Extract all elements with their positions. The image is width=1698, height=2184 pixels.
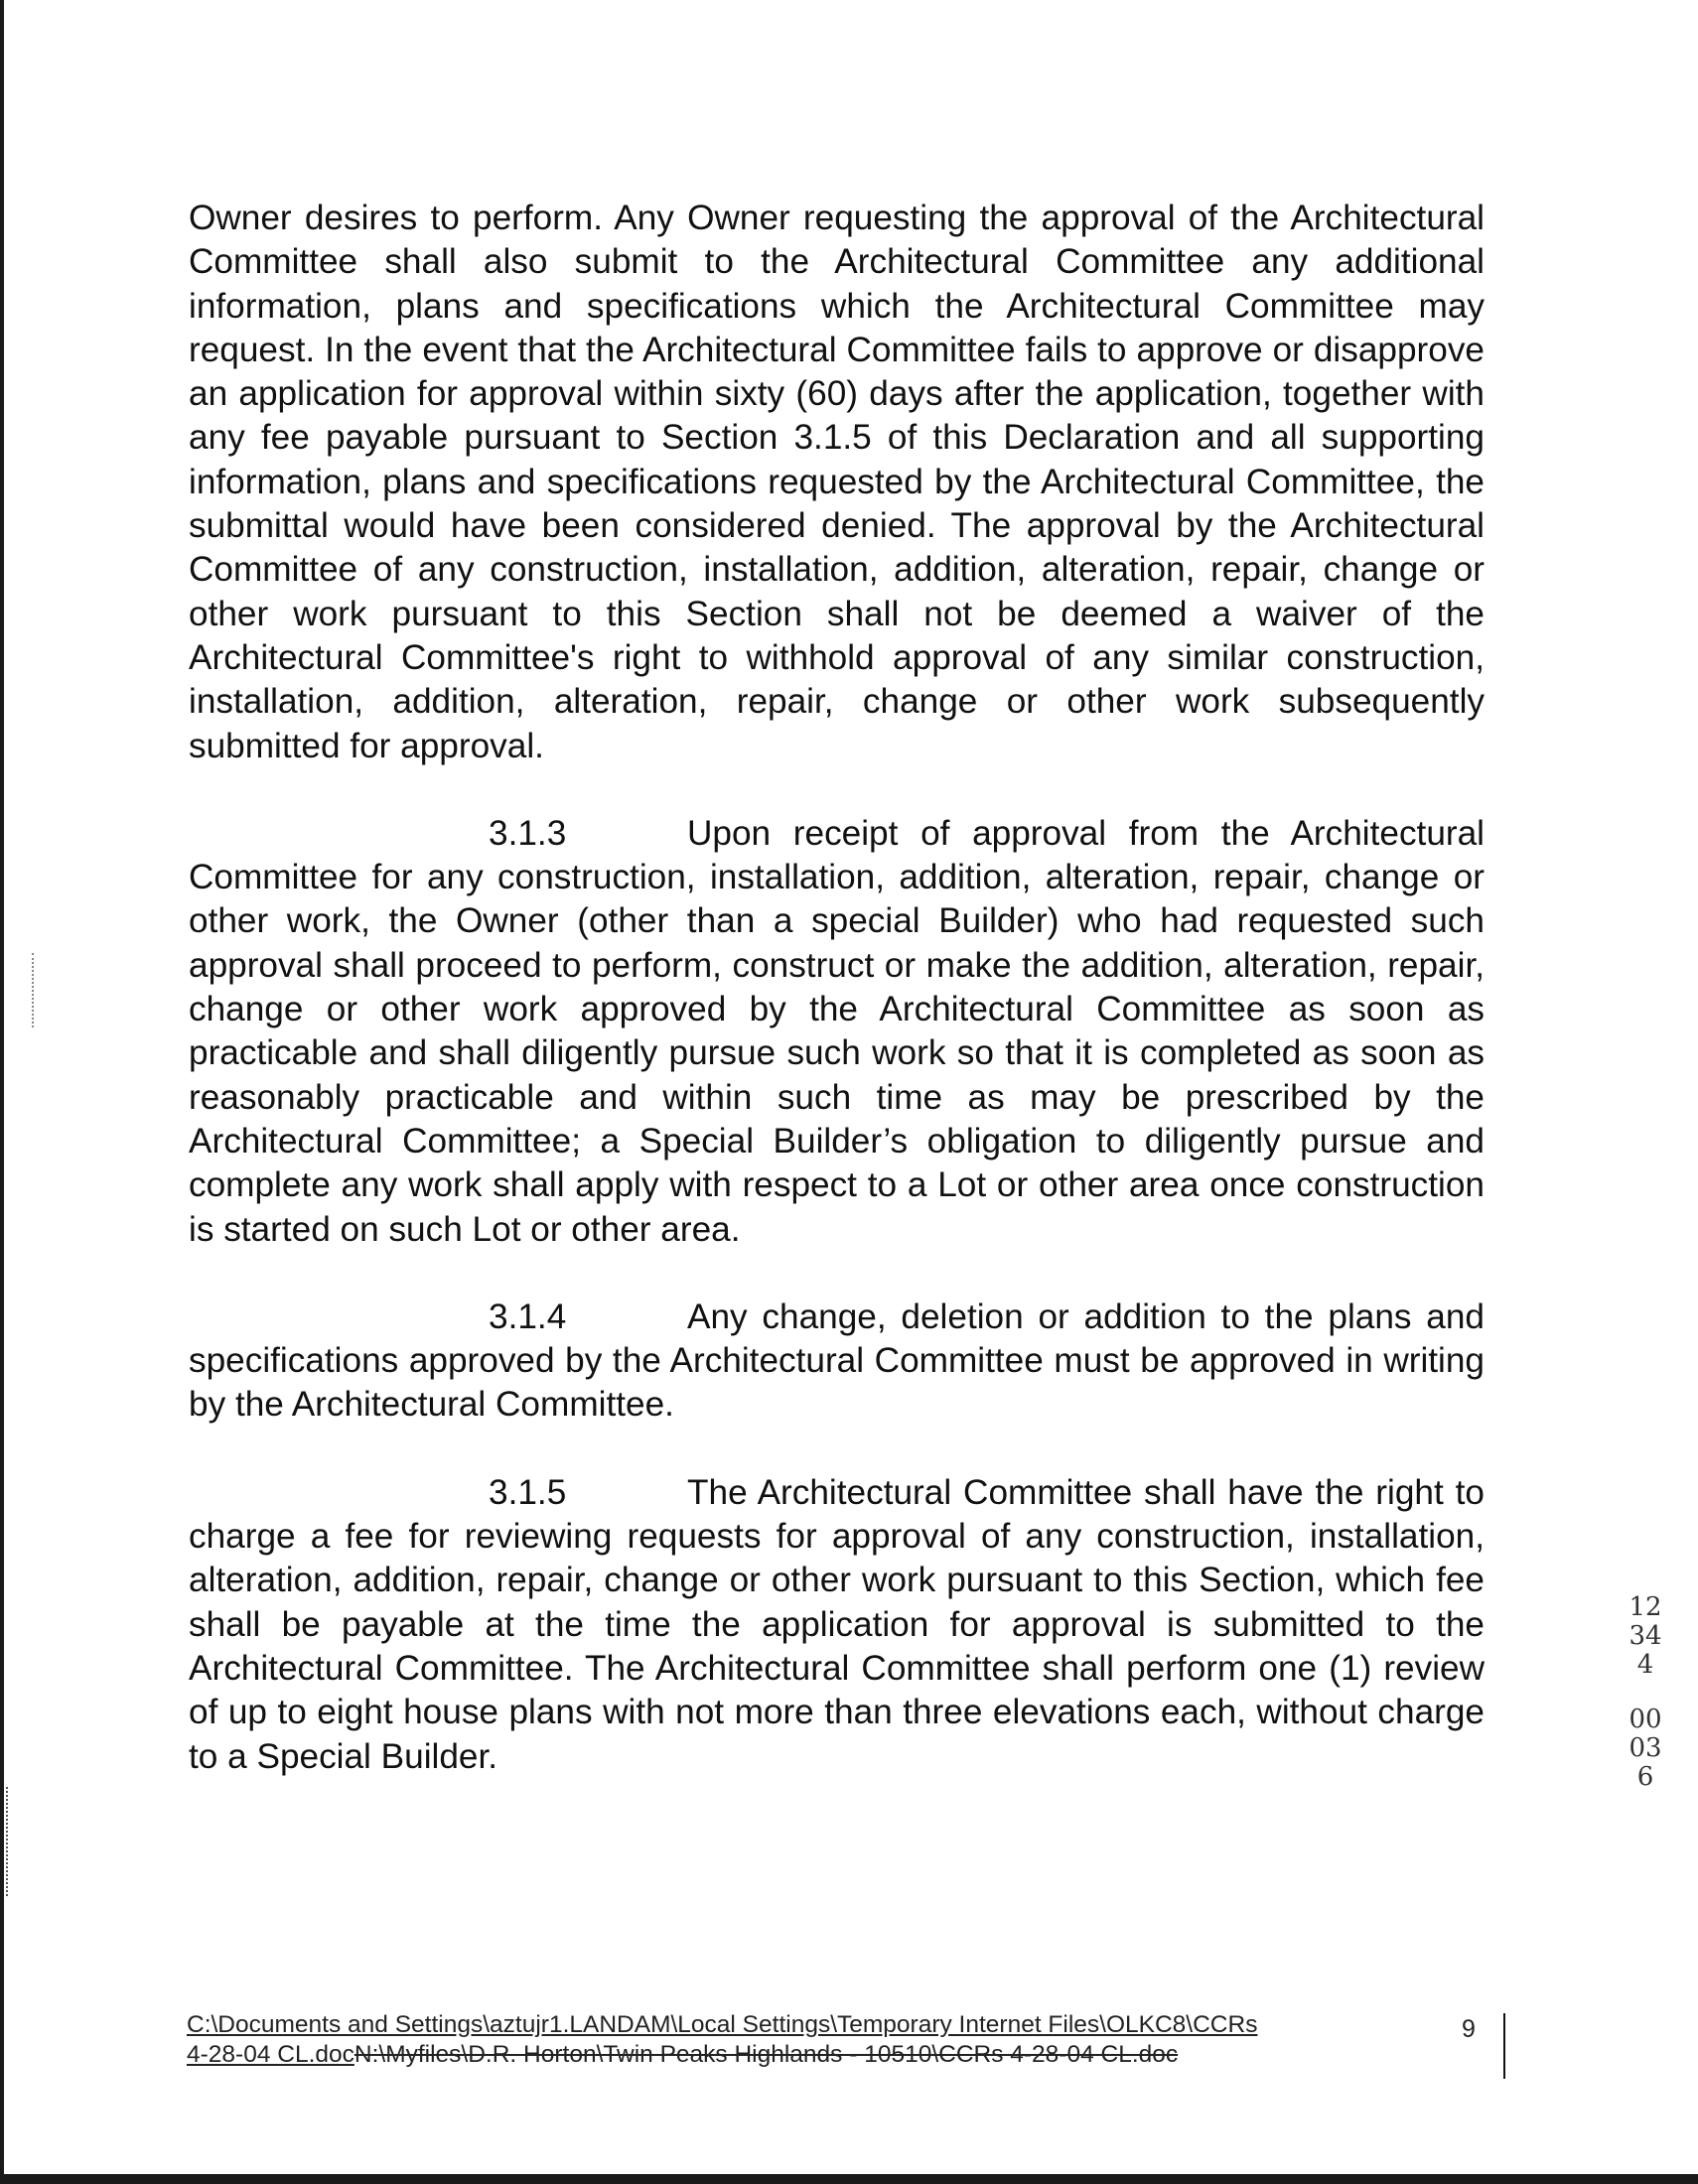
document-body [189,197,1485,1823]
footer-path-doc: 4-28-04 CL.doc [187,2041,354,2068]
intro-paragraph: Owner desires to perform. Any Owner requesting the approval of the Architectural Committee shall also submit to the Architectural Committee any additional information, plans and specifications which the Architectural Committee may request. In the event that the Architectural Committee fails to approve or disapprove an application for approval within sixty (60) days after the application, together with any fee payable pursuant to Section 3.1.5 of this Declaration and all supporting information, plans and specifications requested by the Architectural Committee, the submittal would have been considered denied. The approval by the Architectural Committee of any construction, installation, addition, alteration, repair, change or other work pursuant to this Section shall not be deemed a waiver of the Architectural Committee's right to withhold approval of any similar construction, installation, addition, alteration, repair, change or other work subsequently submitted for approval. [189,199,1485,765]
footer-path-struck: N:\Myfiles\D.R. Horton\Twin Peaks Highlands - 10510\CCRs 4-28-04 CL.doc [354,2041,1179,2068]
footer-path-line1: C:\Documents and Settings\aztujr1.LANDAM\Local Settings\Temporary Internet Files\OLKC8\CCRs [187,2011,1258,2038]
scan-left-edge [0,0,4,2184]
bates-stamp-part2: 00036 [1628,1705,1662,1792]
bates-stamp-part1: 12344 [1628,1592,1662,1680]
page-number: 9 [1462,2015,1476,2043]
section-text: Upon receipt of approval from the Architectural Committee for any construction, installation, addition, alteration, repair, change or other work, the Owner (other than a special Builder) who had requested such approval shall proceed to perform, construct or make the addition, alteration, repair, change or other work approved by the Architectural Committee as soon as practicable and shall diligently pursue such work so that it is completed as soon as reasonably practicable and within such time as may be prescribed by the Architectural Committee; a Special Builder’s obligation to diligently pursue and complete any work shall apply with respect to a Lot or other area once construction is started on such Lot or other area. [189,813,1485,1249]
bates-stamp [1626,1593,1665,1792]
section-number: 3.1.3 [489,813,567,853]
section-3-1-4 [189,1296,1485,1428]
scan-margin-marks-lower [6,1787,10,1896]
section-3-1-5 [189,1471,1485,1779]
section-number: 3.1.4 [489,1297,567,1336]
section-3-1-3 [189,812,1485,1252]
footer-path-line2 [187,2040,1507,2070]
section-number: 3.1.5 [489,1472,567,1512]
section-text: Any change, deletion or addition to the plans and specifications approved by the Architectural Committee must be approved in writing by the Architectural Committee. [189,1297,1485,1425]
section-text: The Architectural Committee shall have the right to charge a fee for reviewing requests for approval of any construction, installation, alteration, addition, repair, change or other work pursuant to this Section, which fee shall be payable at the time the application for approval is submitted to the Architectural Committee. The Architectural Committee shall perform one (1) review of up to eight house plans with not more than three elevations each, without charge to a Special Builder. [189,1472,1485,1776]
scan-margin-marks [32,953,36,1027]
page-number-rule [1503,2013,1505,2079]
scan-bottom-edge [0,2174,1698,2184]
footer-file-path [187,2010,1507,2070]
